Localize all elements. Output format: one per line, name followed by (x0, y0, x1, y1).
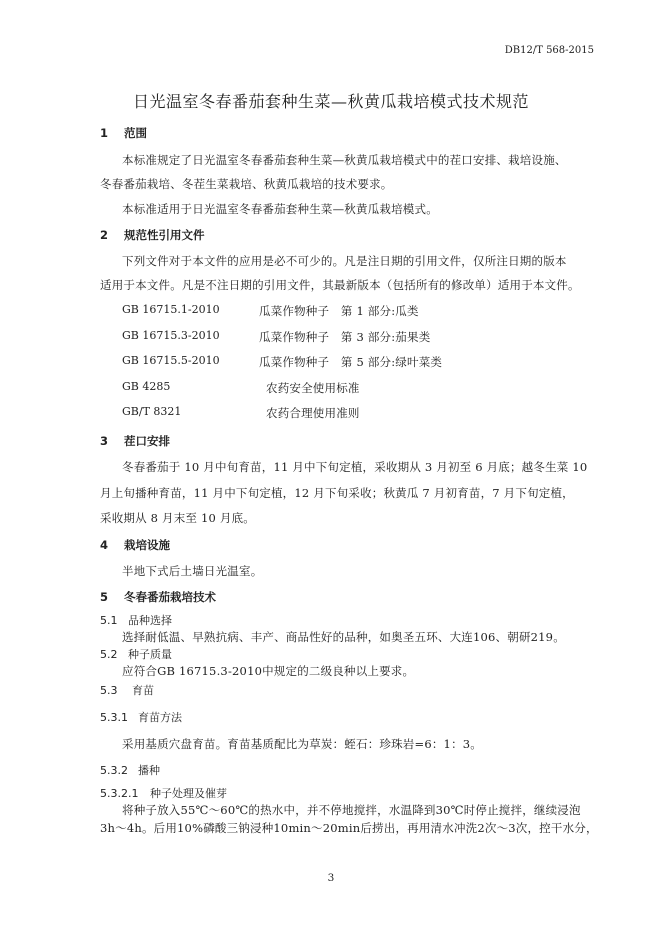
paragraph-line: 冬春番茄栽培、冬茬生菜栽培、秋黄瓜栽培的技术要求。 (100, 177, 393, 191)
subsection-5-3-1-heading (100, 709, 182, 725)
section-number: 5.3 (100, 684, 118, 697)
section-title: 品种选择 (128, 614, 172, 627)
section-number: 1 (100, 126, 109, 140)
section-number: 5 (100, 590, 109, 604)
reference-name: 农药合理使用准则 (266, 406, 360, 420)
subsection-5-3-2-1-heading (100, 785, 227, 801)
document-code: DB12/T 568-2015 (504, 45, 594, 56)
paragraph-line: 将种子放入55℃～60℃的热水中，并不停地搅拌，水温降到30℃时停止搅拌，继续浸泡 (122, 803, 581, 817)
reference-code: GB 16715.3-2010 (122, 329, 220, 342)
section-title: 种子处理及催芽 (150, 787, 227, 800)
section-title: 育苗方法 (138, 711, 182, 724)
paragraph-line: 半地下式后土墙日光温室。 (122, 564, 263, 578)
section-title: 栽培设施 (124, 538, 170, 552)
paragraph-line: 选择耐低温、早熟抗病、丰产、商品性好的品种，如奥圣五环、大连106、朝研219。 (122, 630, 565, 644)
section-title: 育苗 (132, 684, 154, 697)
section-number: 5.1 (100, 614, 118, 627)
paragraph-line: 冬春番茄于 10 月中旬育苗，11 月中下旬定植，采收期从 3 月初至 6 月底；越冬生菜 10 (122, 460, 588, 474)
section-5-heading (100, 589, 216, 605)
paragraph-line: 下列文件对于本文件的应用是必不可少的。凡是注日期的引用文件，仅所注日期的版本 (122, 254, 567, 268)
reference-name: 瓜菜作物种子 第 1 部分:瓜类 (259, 304, 419, 318)
paragraph-line: 采用基质穴盘育苗。育苗基质配比为草炭：蛭石：珍珠岩=6：1：3。 (122, 737, 482, 751)
section-number: 5.2 (100, 648, 118, 661)
reference-name: 农药安全使用标准 (266, 381, 360, 395)
section-number: 5.3.2.1 (100, 787, 139, 800)
section-title: 冬春番茄栽培技术 (124, 590, 216, 604)
section-number: 5.3.2 (100, 764, 128, 777)
reference-code: GB 16715.1-2010 (122, 303, 220, 316)
subsection-5-1-heading (100, 612, 172, 628)
subsection-5-2-heading (100, 646, 172, 662)
paragraph-line: 月上旬播种育苗，11 月中下旬定植，12 月下旬采收；秋黄瓜 7 月初育苗，7 月下旬定植， (100, 486, 574, 500)
paragraph-line: 适用于本文件。凡是不注日期的引用文件，其最新版本（包括所有的修改单）适用于本文件。 (100, 278, 580, 292)
subsection-5-3-heading (100, 682, 154, 698)
reference-code: GB/T 8321 (122, 405, 182, 418)
reference-name: 瓜菜作物种子 第 3 部分:茄果类 (259, 330, 431, 344)
section-number: 2 (100, 228, 109, 242)
section-2-heading (100, 227, 205, 243)
section-title: 范围 (124, 126, 147, 140)
page-number: 3 (327, 872, 335, 884)
reference-code: GB 16715.5-2010 (122, 354, 220, 367)
section-title: 规范性引用文件 (124, 228, 205, 242)
section-title: 茬口安排 (124, 434, 170, 448)
page-title: 日光温室冬春番茄套种生菜—秋黄瓜栽培模式技术规范 (132, 92, 529, 111)
section-title: 播种 (138, 764, 160, 777)
subsection-5-3-2-heading (100, 762, 160, 778)
section-1-heading (100, 125, 147, 141)
paragraph-line: 应符合GB 16715.3-2010中规定的二级良种以上要求。 (122, 664, 415, 678)
section-4-heading (100, 537, 170, 553)
section-number: 5.3.1 (100, 711, 128, 724)
paragraph-line: 本标准规定了日光温室冬春番茄套种生菜—秋黄瓜栽培模式中的茬口安排、栽培设施、 (122, 153, 567, 167)
paragraph-line: 3h～4h。后用10%磷酸三钠浸种10min～20min后捞出，再用清水冲洗2次～3次，控干水分， (100, 821, 598, 835)
paragraph-line: 采收期从 8 月末至 10 月底。 (100, 511, 255, 525)
reference-name: 瓜菜作物种子 第 5 部分:绿叶菜类 (259, 355, 443, 369)
section-title: 种子质量 (128, 648, 172, 661)
section-number: 4 (100, 538, 109, 552)
section-3-heading (100, 433, 170, 449)
section-number: 3 (100, 434, 109, 448)
paragraph-line: 本标准适用于日光温室冬春番茄套种生菜—秋黄瓜栽培模式。 (122, 202, 438, 216)
reference-code: GB 4285 (122, 380, 171, 393)
